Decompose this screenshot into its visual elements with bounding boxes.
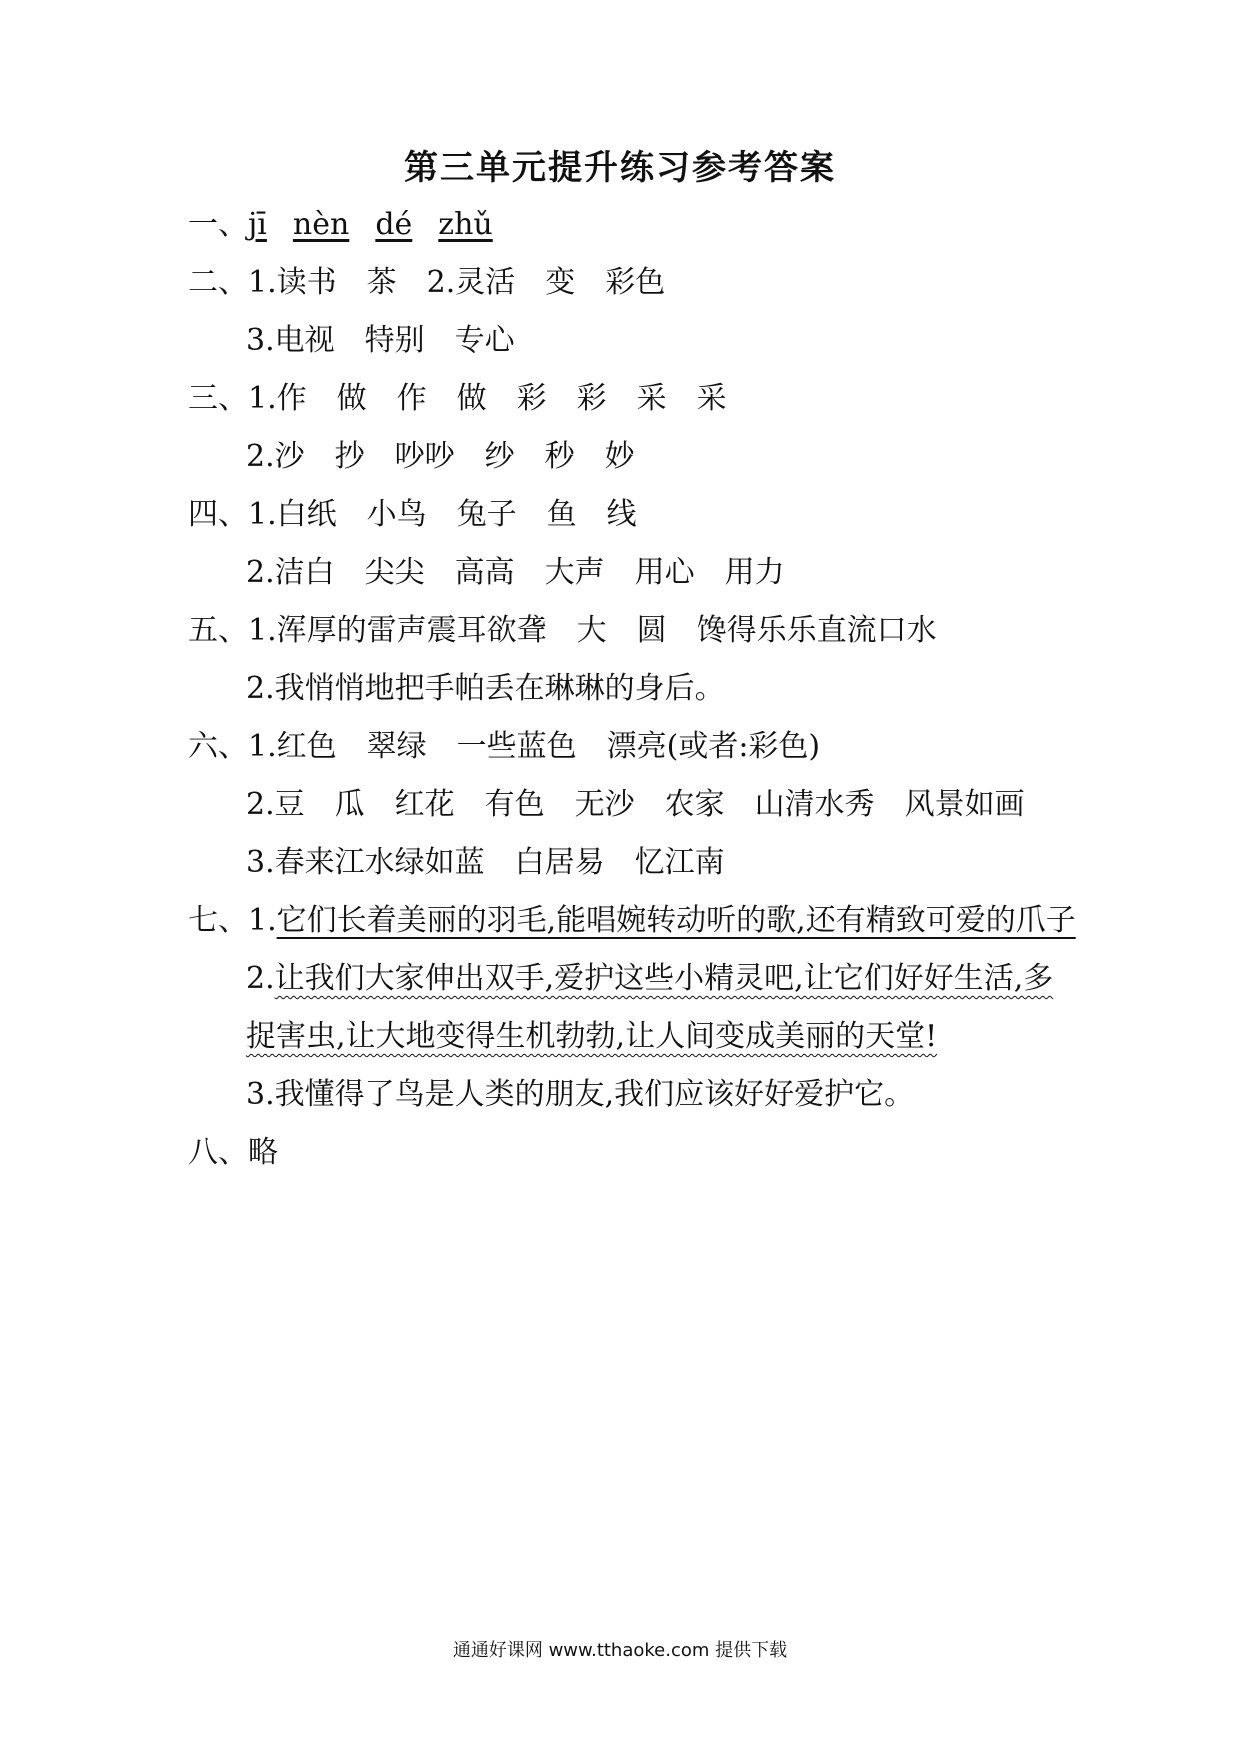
- section-2-answer: 1.读书 茶 2.灵活 变 彩色: [248, 265, 666, 300]
- section-7-line-2: [246, 959, 1053, 999]
- section-4-line-1: [188, 495, 637, 535]
- section-5-number: 五、: [188, 613, 248, 648]
- section-7-line-3: [246, 1017, 937, 1057]
- section-7-line-4: 3.我懂得了鸟是人类的朋友,我们应该好好爱护它。: [246, 1077, 915, 1112]
- section-3-number: 三、: [188, 381, 248, 416]
- pinyin-answer: jī: [248, 207, 267, 242]
- section-6-answer: 1.红色 翠绿 一些蓝色 漂亮(或者:彩色): [248, 729, 821, 764]
- section-7-number: 七、: [188, 903, 248, 938]
- section-1: [188, 205, 519, 245]
- section-4-number: 四、: [188, 497, 248, 532]
- wavy-underlined-sentence: 让我们大家伸出双手,爱护这些小精灵吧,让它们好好生活,多: [274, 961, 1054, 996]
- pinyin-answer: zhǔ: [438, 207, 493, 242]
- section-6-number: 六、: [188, 729, 248, 764]
- section-5-line-1: [188, 611, 937, 651]
- page-title: 第三单元提升练习参考答案: [404, 148, 836, 188]
- section-5-answer: 1.浑厚的雷声震耳欲聋 大 圆 馋得乐乐直流口水: [248, 613, 937, 648]
- section-6-line-2: 2.豆 瓜 红花 有色 无沙 农家 山清水秀 风景如画: [246, 787, 1025, 822]
- section-4-line-2: 2.洁白 尖尖 高高 大声 用心 用力: [246, 555, 785, 590]
- section-7-item-2-number: 2.: [246, 961, 275, 996]
- section-2-line-1: [188, 263, 665, 303]
- footer-source: 通通好课网 www.tthaoke.com 提供下载: [452, 1640, 788, 1661]
- section-8-answer: 略: [248, 1135, 278, 1170]
- section-8: [188, 1133, 278, 1173]
- section-5-line-2: 2.我悄悄地把手帕丢在琳琳的身后。: [246, 671, 725, 706]
- section-8-number: 八、: [188, 1135, 248, 1170]
- section-7-item-1-number: 1.: [248, 903, 277, 938]
- section-1-number: 一、: [188, 207, 248, 242]
- pinyin-answer: dé: [375, 207, 413, 242]
- section-2-number: 二、: [188, 265, 248, 300]
- straight-underlined-sentence: 它们长着美丽的羽毛,能唱婉转动听的歌,还有精致可爱的爪子: [276, 903, 1076, 938]
- section-3-answer: 1.作 做 作 做 彩 彩 采 采: [248, 381, 727, 416]
- section-6-line-3: 3.春来江水绿如蓝 白居易 忆江南: [246, 845, 725, 880]
- wavy-underlined-sentence: 捉害虫,让大地变得生机勃勃,让人间变成美丽的天堂!: [246, 1019, 938, 1054]
- section-7-line-1: [188, 901, 1076, 941]
- section-6-line-1: [188, 727, 820, 767]
- section-4-answer: 1.白纸 小鸟 兔子 鱼 线: [248, 497, 637, 532]
- section-2-line-2: 3.电视 特别 专心: [246, 323, 515, 358]
- pinyin-answer: nèn: [292, 207, 350, 242]
- section-3-line-1: [188, 379, 727, 419]
- section-3-line-2: 2.沙 抄 吵吵 纱 秒 妙: [246, 439, 635, 474]
